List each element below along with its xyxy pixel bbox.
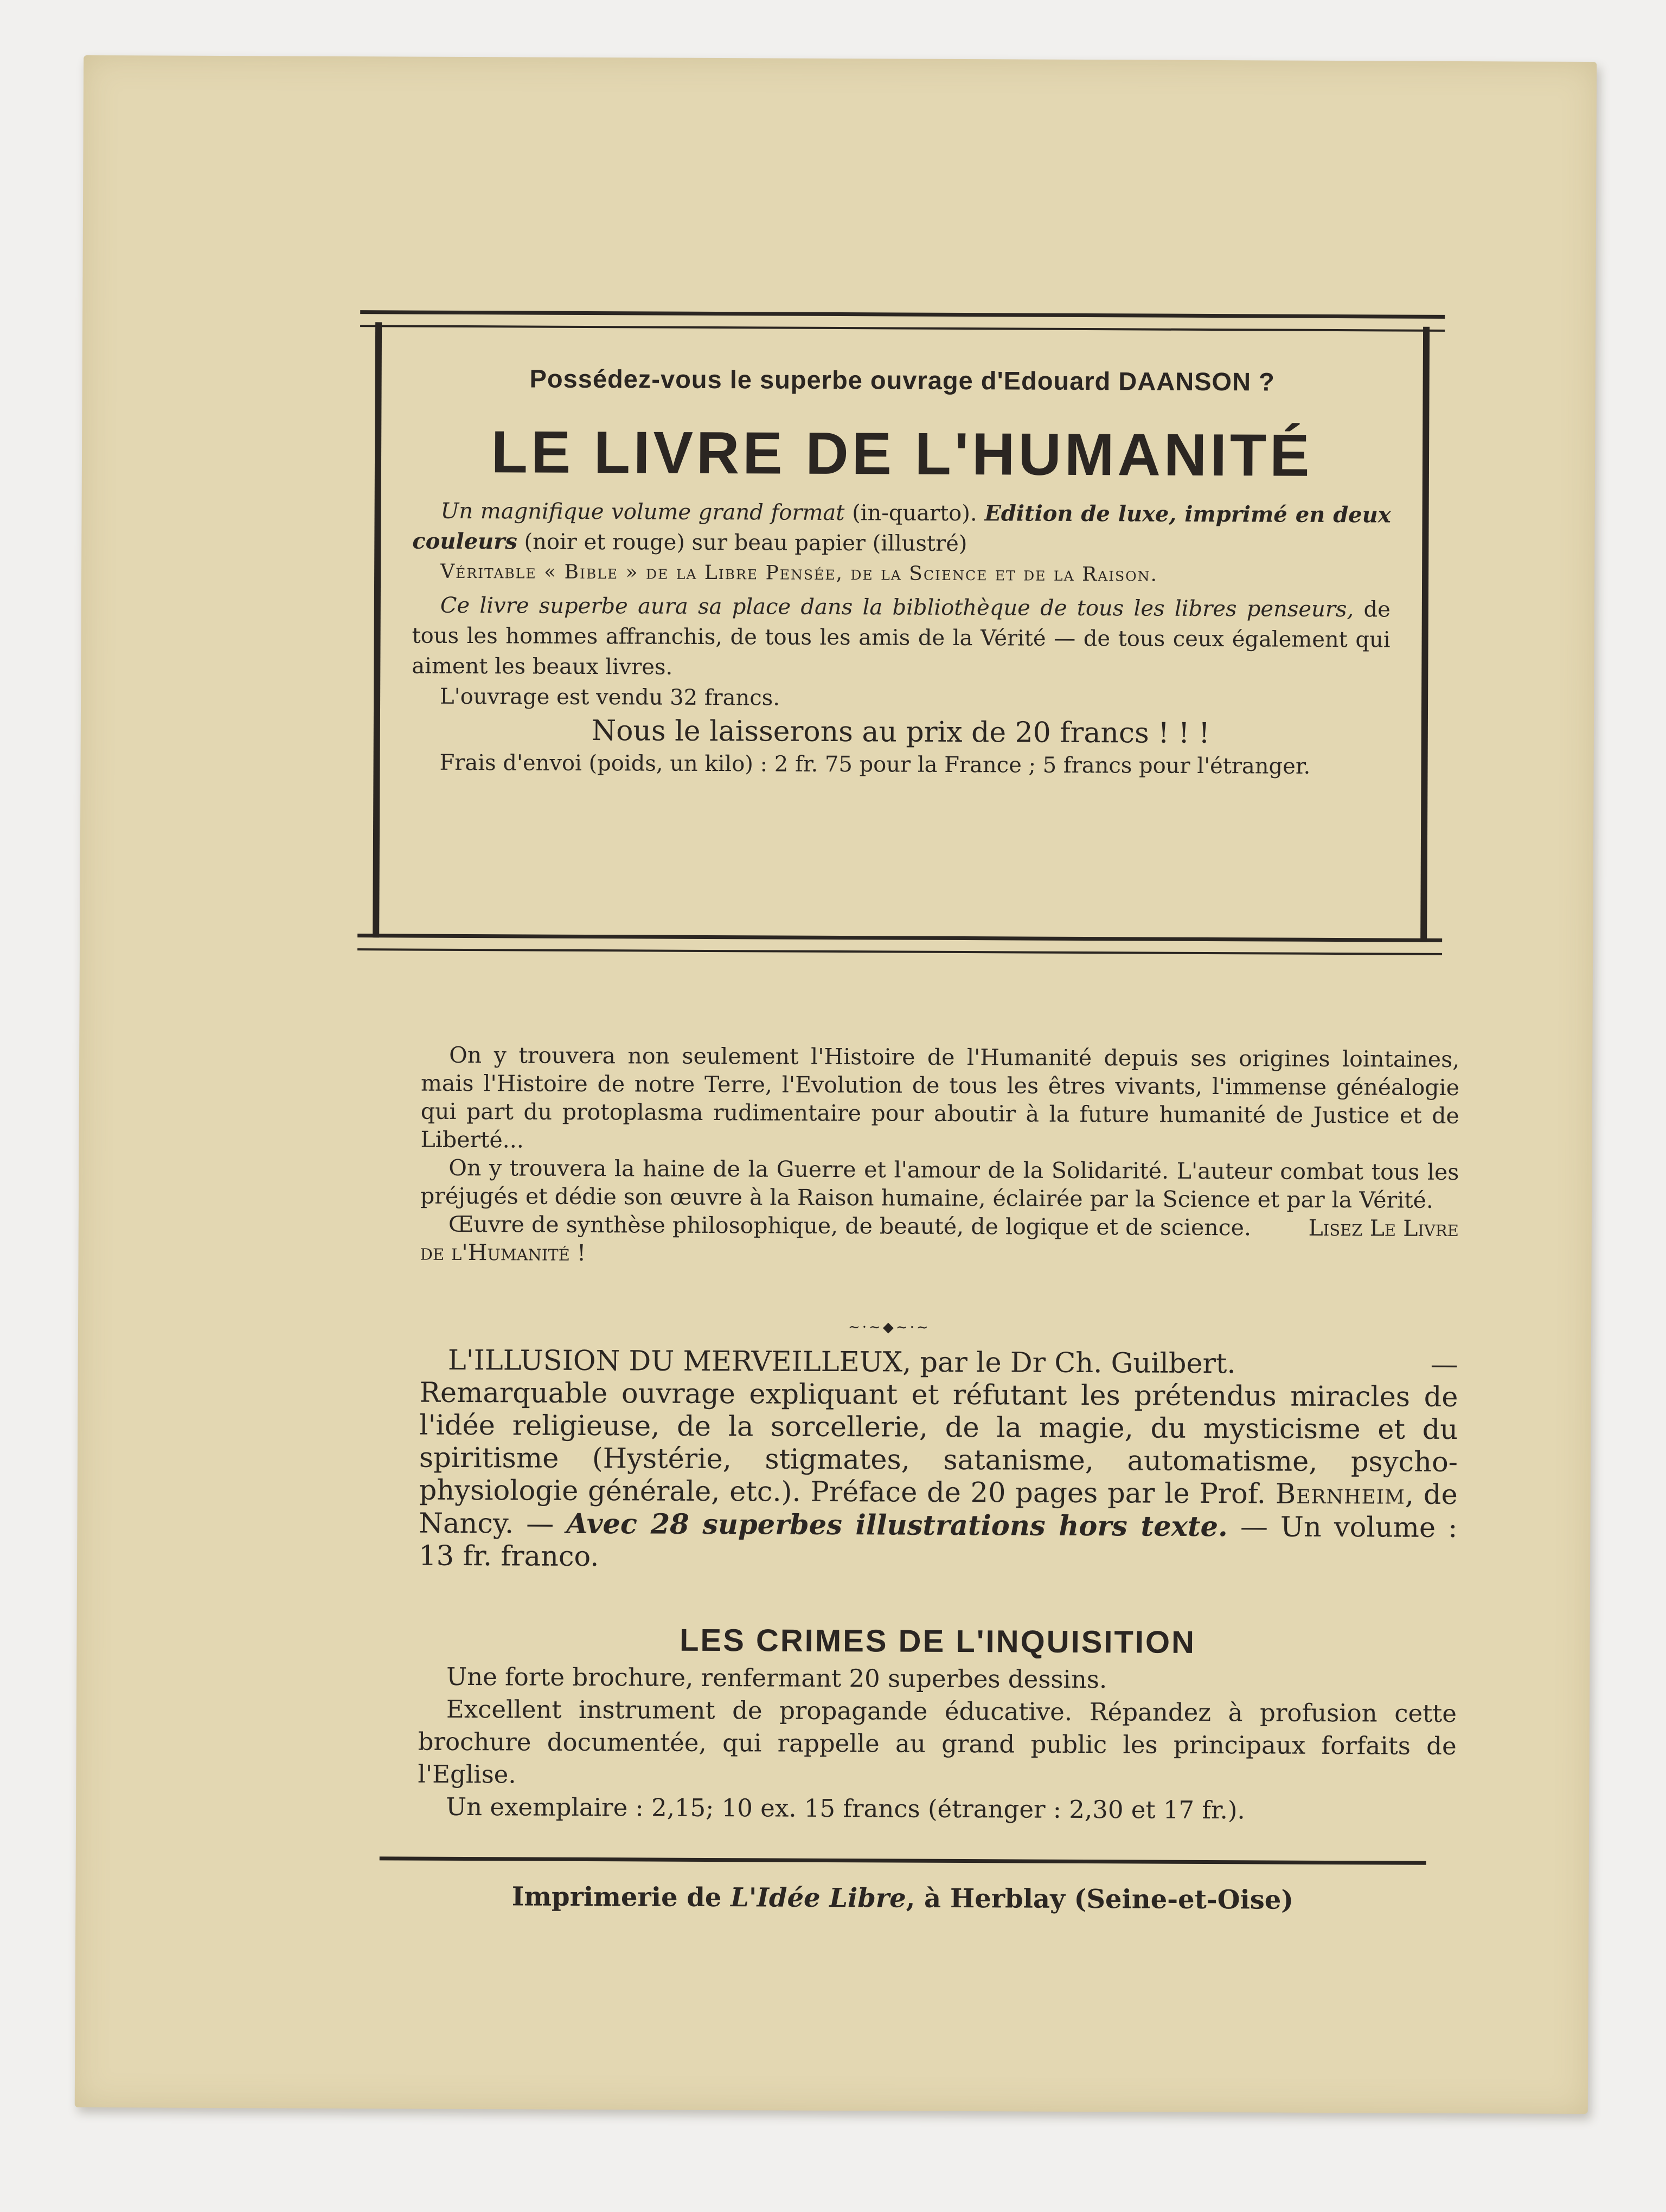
illusion-advert bbox=[419, 1345, 1458, 1577]
printer-imprint bbox=[379, 1881, 1426, 1915]
illusion-italic: Avec 28 superbes illustrations hors texte. bbox=[566, 1507, 1228, 1544]
imprint-suffix: , à Herblay (Seine-et-Oise) bbox=[906, 1883, 1294, 1915]
description-para-2: On y trouvera la haine de la Guerre et l'amour de la Solidarité. L'auteur combat tous les préjugés et dédie son œuvre à la Raison humaine, éclairée par la Science et par la Vérité. bbox=[420, 1154, 1459, 1213]
illusion-text-3: — Un volume : 13 fr. franco. bbox=[419, 1511, 1458, 1573]
desc-italic-1: Un magnifique volume grand format bbox=[440, 498, 845, 526]
desc-italic-2: Edition de luxe, imprimé en deux couleurs bbox=[412, 500, 1391, 555]
crimes-line-2: Excellent instrument de propagande éducative. Répandez à profusion cette brochure documentée, qui rappelle au grand public les principaux forfaits de l'Eglise. bbox=[418, 1694, 1457, 1789]
description-para-1: On y trouvera non seulement l'Histoire de l'Humanité depuis ses origines lointaines, mais l'Histoire de notre Terre, l'Evolution de tous les êtres vivants, l'immense généalogie qui part du protoplasma rudimentaire pour aboutir à la future humanité de Justice et de Liberté... bbox=[420, 1041, 1460, 1153]
place-plain: de tous les hommes affranchis, de tous les amis de la Vérité — de tous ceux également qui aiment les beaux livres. bbox=[412, 597, 1391, 680]
desc-plain-1: (in-quarto). bbox=[844, 500, 985, 526]
advert-body bbox=[411, 496, 1391, 782]
booklet-back-cover bbox=[75, 55, 1597, 2114]
shipping-line: Frais d'envoi (poids, un kilo) : 2 fr. 75 pour la France ; 5 francs pour l'étranger. bbox=[439, 750, 1311, 779]
desc-plain-2: (noir et rouge) sur beau papier (illustré) bbox=[517, 529, 967, 557]
offer-line: Nous le laisserons au prix de 20 francs ! ! ! bbox=[591, 715, 1210, 750]
place-italic: Ce livre superbe aura sa place dans la bibliothèque de tous les libres penseurs, bbox=[440, 593, 1354, 622]
footer-rule bbox=[380, 1856, 1426, 1864]
bible-line: Véritable « Bible » de la Libre Pensée, de la Science et de la Raison. bbox=[440, 560, 1158, 586]
advert-title: LE LIVRE DE L'HUMANITÉ bbox=[491, 419, 1313, 489]
illusion-author: Bernheim bbox=[1275, 1478, 1406, 1511]
imprint-prefix: Imprimerie de bbox=[511, 1881, 731, 1913]
place-paragraph bbox=[412, 590, 1391, 686]
crimes-line-3: Un exemplaire : 2,15; 10 ex. 15 francs (étranger : 2,30 et 17 fr.). bbox=[446, 1792, 1245, 1825]
separator-ornament: ~·~◆~·~ bbox=[848, 1319, 931, 1336]
illusion-text-2: , de Nancy. — bbox=[419, 1478, 1458, 1540]
description-para-3-text: Œuvre de synthèse philosophique, de beauté, de logique et de science. bbox=[448, 1211, 1252, 1241]
illusion-title: L'ILLUSION DU MERVEILLEUX, par le Dr Ch. Guilbert. bbox=[447, 1344, 1236, 1380]
advert-intro: Possédez-vous le superbe ouvrage d'Edouard DAANSON ? bbox=[529, 364, 1275, 396]
advert-frame bbox=[373, 322, 1430, 942]
advert-content bbox=[411, 323, 1392, 942]
crimes-title: LES CRIMES DE L'INQUISITION bbox=[679, 1622, 1196, 1660]
imprint-name: L'Idée Libre bbox=[730, 1882, 906, 1914]
description-para-3 bbox=[420, 1210, 1459, 1271]
illusion-text: — Remarquable ouvrage expliquant et réfutant les prétendus miracles de l'idée religieuse, de la sorcellerie, de la magie, du mysticisme et du spiritisme (Hystérie, stigmates, satanisme, automatisme, psycho-physiologie générale, etc.). Préface de 20 pages par le Prof. bbox=[419, 1348, 1458, 1510]
crimes-line-1: Une forte brochure, renfermant 20 superbes dessins. bbox=[446, 1662, 1107, 1694]
price-line: L'ouvrage est vendu 32 francs. bbox=[440, 684, 780, 711]
crimes-advert bbox=[418, 1661, 1457, 1828]
book-description bbox=[420, 1041, 1460, 1271]
advert-description bbox=[412, 496, 1391, 561]
illusion-paragraph bbox=[419, 1345, 1458, 1577]
description-para-3-tail: Lisez Le Livre de l'Humanité ! bbox=[420, 1214, 1459, 1266]
